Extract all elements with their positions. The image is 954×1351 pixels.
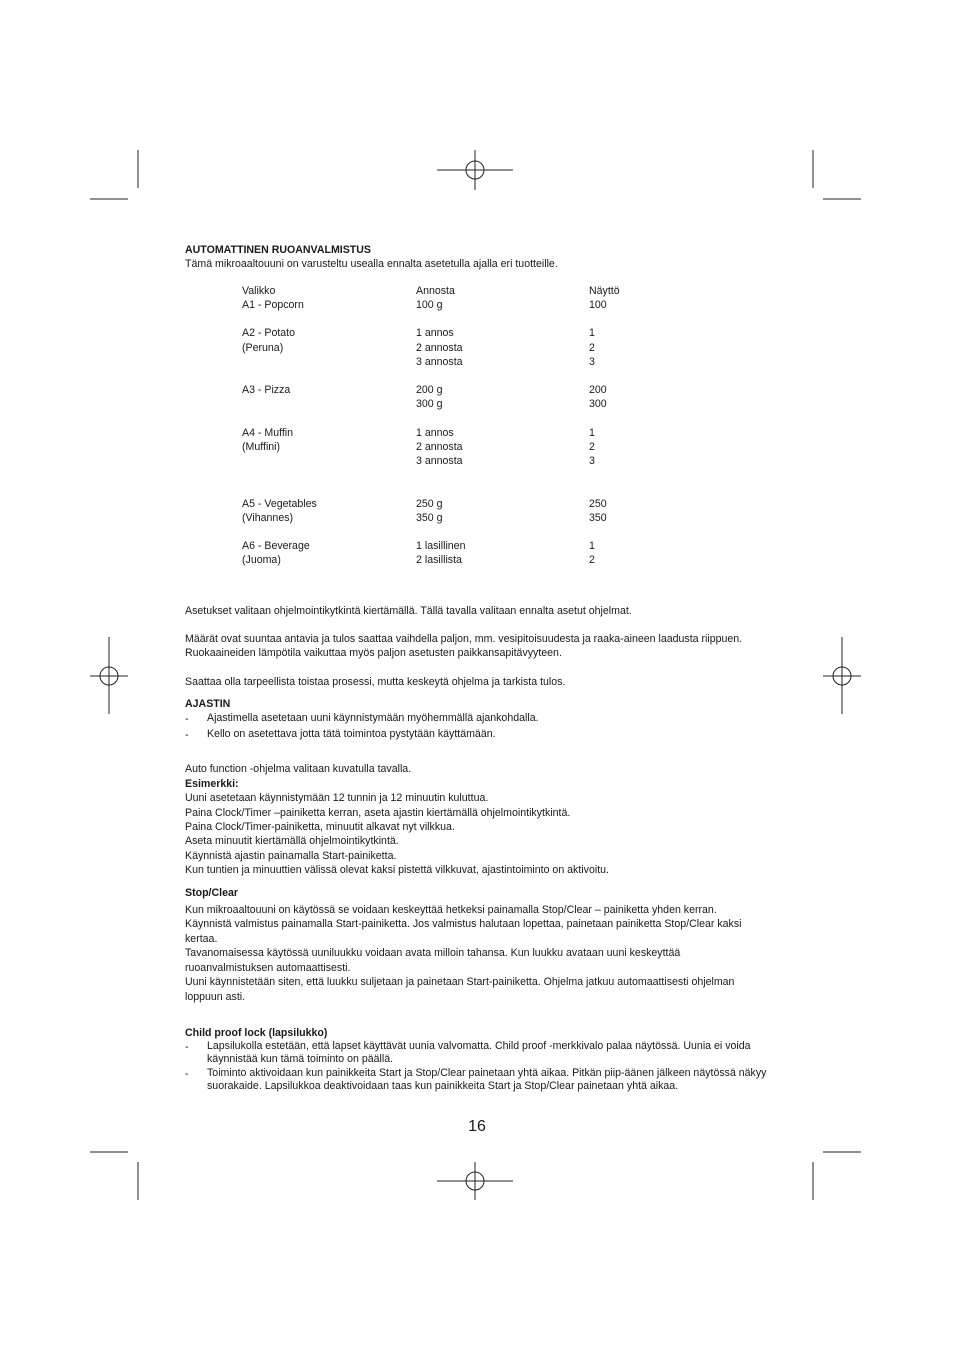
table-cell: 100 g xyxy=(416,299,443,311)
auto-intro: Tämä mikroaaltouuni on varusteltu usealla ennalta asetetulla ajalla eri tuotteille. xyxy=(185,258,558,271)
table-row xyxy=(185,440,775,454)
table-cell: 250 g xyxy=(416,497,443,510)
header-display: Näyttö xyxy=(589,284,620,297)
table-cell: 1 lasillinen xyxy=(416,540,466,553)
table-cell: 2 xyxy=(589,341,595,354)
list-item-text: Kello on asetettava jotta tätä toimintoa pystytään käyttämään. xyxy=(207,728,496,740)
list-item-text: Lapsilukolla estetään, että lapset käyttävät uunia valvomatta. Child proof -merkkivalo palaa näytössä. Uunia ei voida käynnistää kun tämä toiminto on päällä. xyxy=(207,1040,751,1065)
table-row xyxy=(185,355,775,369)
timer-line: Paina Clock/Timer-painiketta, minuutit alkavat nyt vilkkua. xyxy=(185,821,455,834)
table-cell: 1 xyxy=(589,426,595,439)
table-cell: (Muffini) xyxy=(242,440,281,453)
header-menu: Valikko xyxy=(242,284,276,297)
table-row xyxy=(185,341,775,355)
section-title-auto: AUTOMATTINEN RUOANVALMISTUS xyxy=(185,244,371,256)
table-row xyxy=(185,497,775,511)
stop-line: loppuun asti. xyxy=(185,990,246,1003)
timer-line: Paina Clock/Timer –painiketta kerran, aseta ajastin kiertämällä ohjelmointikytkintä. xyxy=(185,806,571,819)
stop-line: Kun mikroaaltouuni on käytössä se voidaan keskeyttää hetkeksi painamalla Stop/Clear – painiketta yhden kerran. xyxy=(185,904,717,917)
auto-paragraph-2a: Määrät ovat suuntaa antavia ja tulos saattaa vaihdella paljon, mm. vesipitoisuudesta ja raaka-aineen laadusta riippuen. xyxy=(185,632,743,645)
table-cell: 2 annosta xyxy=(416,440,463,453)
timer-line: Uuni asetetaan käynnistymään 12 tunnin ja 12 minuutin kuluttua. xyxy=(185,792,489,805)
page-content xyxy=(185,243,775,1092)
list-item-text: Ajastimella asetetaan uuni käynnistymään myöhemmällä ajankohdalla. xyxy=(207,711,539,724)
table-cell: 1 annos xyxy=(416,426,454,439)
table-cell: A6 - Beverage xyxy=(242,540,310,553)
list-item: - Lapsilukolla estetään, että lapset käyttävät uunia valvomatta. Child proof -merkkivalo palaa näytössä. Uunia ei voida käynnistää kun tämä toiminto on päällä. xyxy=(185,1040,775,1065)
auto-paragraph-3: Saattaa olla tarpeellista toistaa prosessi, mutta keskeytä ohjelma ja tarkista tulos. xyxy=(185,675,566,688)
table-cell: 2 annosta xyxy=(416,341,463,354)
table-row xyxy=(185,454,775,468)
table-row xyxy=(185,298,775,312)
list-item: - Toiminto aktivoidaan kun painikkeita Start ja Stop/Clear painetaan yhtä aikaa. Pitkän piip-äänen jälkeen näytössä näkyy suorakaide. Lapsilukkoa deaktivoidaan taas kun painikkeita Start ja Stop/Clear painetaan yhtä aikaa. xyxy=(185,1067,775,1092)
timer-line: Aseta minuutit kiertämällä ohjelmointikytkintä. xyxy=(185,835,399,848)
table-cell: 2 xyxy=(589,440,595,453)
timer-line: Käynnistä ajastin painamalla Start-painiketta. xyxy=(185,849,397,862)
table-cell xyxy=(242,397,416,411)
table-row xyxy=(185,553,775,567)
section-title-child-lock: Child proof lock (lapsilukko) xyxy=(185,1026,328,1039)
header-portion: Annosta xyxy=(416,284,455,297)
table-row xyxy=(185,539,775,553)
stop-line: kertaa. xyxy=(185,932,218,945)
table-cell: 2 lasillista xyxy=(416,554,462,567)
table-cell: (Juoma) xyxy=(242,554,281,567)
timer-line: Kun tuntien ja minuuttien välissä olevat kaksi pistettä vilkkuvat, ajastintoiminto on aktivoitu. xyxy=(185,864,609,877)
table-cell: 1 annos xyxy=(416,327,454,340)
list-item-text: Toiminto aktivoidaan kun painikkeita Start ja Stop/Clear painetaan yhtä aikaa. Pitkän piip-äänen jälkeen näytössä näkyy suorakaide. Lapsilukkoa deaktivoidaan taas kun painikkeita Start ja Stop/Clear painetaan yhtä aikaa. xyxy=(207,1067,767,1092)
timer-auto-line: Auto function -ohjelma valitaan kuvatulla tavalla. xyxy=(185,763,412,776)
example-label: Esimerkki: xyxy=(185,777,239,790)
table-cell: 2 xyxy=(589,554,595,567)
stop-line: ruoanvalmistuksen automaattisesti. xyxy=(185,961,351,974)
table-cell: 300 g xyxy=(416,398,443,411)
table-cell: A2 - Potato xyxy=(242,327,295,340)
table-cell: 100 xyxy=(589,299,607,311)
table-cell: A3 - Pizza xyxy=(242,384,291,397)
table-row xyxy=(185,426,775,440)
table-cell: A4 - Muffin xyxy=(242,426,294,439)
table-row xyxy=(185,397,775,411)
table-cell: A5 - Vegetables xyxy=(242,497,317,510)
auto-paragraph-1: Asetukset valitaan ohjelmointikytkintä kiertämällä. Tällä tavalla valitaan ennalta asetut ohjelmat. xyxy=(185,604,632,617)
section-title-timer: AJASTIN xyxy=(185,698,231,711)
table-row xyxy=(185,511,775,525)
section-title-stop-clear: Stop/Clear xyxy=(185,886,238,899)
table-cell: 3 annosta xyxy=(416,455,463,468)
table-cell: 200 g xyxy=(416,384,443,397)
table-cell: 3 annosta xyxy=(416,355,463,368)
auto-paragraph-2b: Ruokaaineiden lämpötila vaikuttaa myös paljon asetusten paikkansapitävyyteen. xyxy=(185,647,562,660)
table-header xyxy=(185,284,775,298)
table-cell: (Vihannes) xyxy=(242,511,294,524)
table-cell: 350 xyxy=(589,511,607,524)
list-item: - Ajastimella asetetaan uuni käynnistymään myöhemmällä ajankohdalla. xyxy=(185,712,775,726)
table-cell: 250 xyxy=(589,497,607,510)
table-cell: A1 - Popcorn xyxy=(242,299,304,311)
table-cell: 3 xyxy=(589,355,595,368)
table-cell: 300 xyxy=(589,398,607,411)
table-cell: 1 xyxy=(589,540,595,553)
table-cell: 3 xyxy=(589,455,595,468)
table-cell xyxy=(242,454,416,468)
program-table xyxy=(185,284,775,568)
table-cell: 350 g xyxy=(416,511,443,524)
stop-line: Uuni käynnistetään siten, että luukku suljetaan ja painetaan Start-painiketta. Ohjelma jatkuu automaattisesti ohjelman xyxy=(185,976,735,989)
stop-line: Käynnistä valmistus painamalla Start-painiketta. Jos valmistus halutaan lopettaa, painetaan painiketta Stop/Clear kaksi xyxy=(185,918,742,931)
table-row xyxy=(185,383,775,397)
table-cell: 200 xyxy=(589,384,607,397)
table-row xyxy=(185,326,775,340)
list-item: - Kello on asetettava jotta tätä toimintoa pystytään käyttämään. xyxy=(185,728,775,742)
page-number: 16 xyxy=(468,1118,486,1135)
table-cell xyxy=(242,355,416,369)
stop-line: Tavanomaisessa käytössä uuniluukku voidaan avata milloin tahansa. Kun luukku avataan uuni keskeyttää xyxy=(185,947,681,960)
table-cell: (Peruna) xyxy=(242,341,284,354)
table-cell: 1 xyxy=(589,327,595,340)
